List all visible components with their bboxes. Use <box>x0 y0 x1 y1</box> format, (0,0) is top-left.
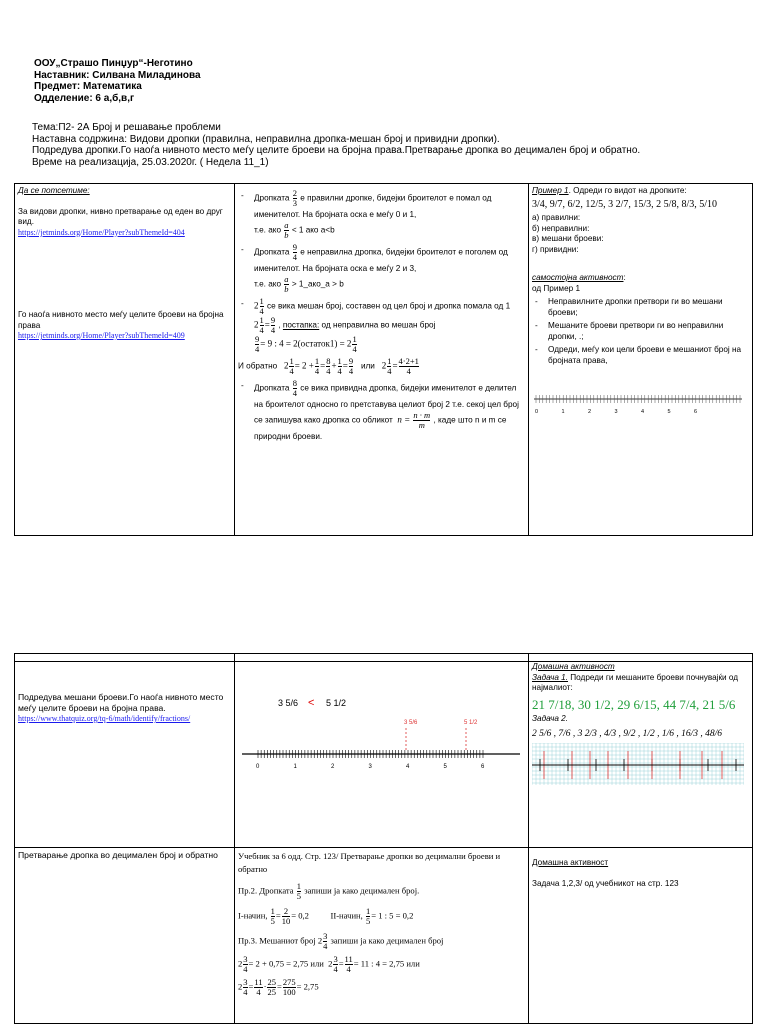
example-cell <box>529 184 753 536</box>
homework-heading-2: Домашна активност <box>532 858 609 867</box>
mixed-a: 3 5/6 <box>278 698 299 708</box>
grade: Одделение: 6 а,б,в,г <box>34 92 135 104</box>
teacher-name: Наставник: Силвана Миладинова <box>34 69 201 81</box>
reminder-heading: Да се потсетиме: <box>18 186 90 195</box>
lesson-table-2 <box>14 653 753 1024</box>
axis-label-1: 1 <box>293 764 297 770</box>
lesson-table-1 <box>14 183 753 536</box>
axis-label-0: 0 <box>256 764 260 770</box>
decimal-cell <box>15 848 235 1024</box>
reminder-text-1: За видови дропки, нивно претварање од еден во друг вид. <box>18 206 223 226</box>
self-task-1: - Неправилните дропки претвори ги во мешани броеви; <box>532 297 749 318</box>
theme: Тема:П2- 2А Број и решавање проблеми <box>32 122 221 133</box>
document-header <box>34 58 201 104</box>
ordering-text: Подредува мешани броеви.Го наоѓа нивното место меѓу целите броеви на бројна права. <box>18 692 224 713</box>
example-3-line-2: 2 $\frac{3}{4}$ = $\frac{11}{4}$ · $\frac{25}{25}$ = $\frac{275}{100}$ = 2,75 <box>238 977 319 997</box>
task-2-fractions: 2 5/6 , 7/6 , 3 2/3 , 4/3 , 9/2 , 1/2 , 1/6 , 16/3 , 48/6 <box>532 728 723 739</box>
axis-label-2: 2 <box>331 764 335 770</box>
homework-2-text: Задача 1,2,3/ од учебникот на стр. 123 <box>532 878 679 888</box>
jetminds-link-409[interactable]: https://jetminds.org/Home/Player?subThemeId=409 <box>18 331 185 340</box>
answer-c: в) мешани броеви: <box>532 234 604 243</box>
reminder-cell <box>15 184 235 536</box>
example-3-line-1: 2 $\frac{3}{4}$ = 2 + 0,75 = 2,75 или 2 $\frac{3}{4}$ = $\frac{11}{4}$ = 11 : 4 = 2,75 или <box>238 954 420 974</box>
axis-label-5: 5 <box>443 764 447 770</box>
school-name: ООУ„Страшо Пинџур“-Неготино <box>34 58 193 69</box>
thatquiz-link[interactable]: https://www.thatquiz.org/tq-6/math/identify/fractions/ <box>18 714 191 723</box>
answer-a: а) правилни: <box>532 213 581 222</box>
mixed-b: 5 1/2 <box>326 698 347 708</box>
axis-label-1: 1 <box>561 409 565 415</box>
axis-label-6: 6 <box>694 409 698 415</box>
proper-fraction-item: - Дропката $\frac{2}{3}$ е правилни дропке, бидејки броителот е помал од именителот. На бројната оска е меѓу 0 и 1, т.е. ако $\frac{a}{b}$ < 1 ако a<b <box>238 189 525 240</box>
decimal-examples-cell <box>235 848 529 1024</box>
answer-b: б) неправилни: <box>532 223 590 233</box>
axis-label-5: 5 <box>667 409 671 415</box>
axis-label-0: 0 <box>535 409 539 415</box>
jetminds-link-404[interactable]: https://jetminds.org/Home/Player?subThemeId=404 <box>18 227 185 237</box>
mixed-number-item: - 2 $\frac{1}{4}$ се вика мешан број, составен од цел број и дропка помала од 1 2 $\frac{1}{4}$ = $\frac{9}{4}$ , постапка: од неправилна во мешан број $\frac{9}{4}$ = 9 : 4 = 2(остаток1) = 2 $\frac{1}{4}$ <box>238 297 525 354</box>
homework-heading-1: Домашна активност <box>532 662 615 671</box>
example-heading: Пример 1. Одреди го видот на дропките: <box>532 186 687 195</box>
comparison-figure <box>238 684 524 794</box>
axis-label-6: 6 <box>481 764 485 770</box>
apparent-fraction-item: - Дропката $\frac{8}{4}$ се вика привидна дропка, бидејки именителот е делител на броителот односно го претставува целиот број 2 т.е. секој цел број се запишува како дропка со обликот n = $\frac{n \cdot m}{m}$ , каде што n и m се природни броеви. <box>238 379 525 443</box>
axis-label-2: 2 <box>588 409 592 415</box>
number-line-1 <box>532 389 744 419</box>
example-fractions: 3/4, 9/7, 6/2, 12/5, 3 2/7, 15/3, 2 5/8, 8/3, 5/10 <box>532 198 718 210</box>
mark-b: 5 1/2 <box>464 720 478 726</box>
task-1: Задача 1. Подреди ги мешаните броеви почнувајќи од најмалиот: <box>532 672 739 692</box>
self-activity-from: од Пример 1 <box>532 283 581 293</box>
homework-1-cell <box>529 662 753 848</box>
content: Наставна содржина: Видови дропки (правилна, неправилна дропка-мешан број и привидни дропки). <box>32 133 500 145</box>
mark-a: 3 5/6 <box>404 720 418 726</box>
goals: Подредува дропки.Го наоѓа нивното место меѓу целите броеви на бројна права.Претварање дропка во децимален број и обратно. <box>32 145 641 156</box>
grid-number-line <box>532 743 744 785</box>
self-task-2: - Мешаните броеви претвори ги во неправилни дропки, .; <box>532 321 749 342</box>
decimal-text: Претварање дропка во децимален број и обратно <box>18 850 218 860</box>
less-than-sign: < <box>308 697 315 709</box>
homework-2-cell <box>529 848 753 1024</box>
subject: Предмет: Математика <box>34 81 142 92</box>
example-2: Пр.2. Дропката $\frac{1}{5}$ запиши ја како децимален број. <box>238 881 420 901</box>
reminder-text-2: Го наоѓа нивното место меѓу целите броеви на бројна права <box>18 310 224 330</box>
reverse-line: И обратно 2 $\frac{1}{4}$ = 2 + $\frac{1}{4}$ = $\frac{8}{4}$ + $\frac{1}{4}$ = $\frac{9}{4}$ или 2 $\frac{1}{4}$ = $\frac{4\cdot 2+1}{4}$ <box>238 356 419 376</box>
self-activity-heading: самостојна активност: <box>532 273 626 282</box>
time: Време на реализација, 25.03.2020г. ( Недела 11_1) <box>32 156 269 168</box>
answer-d: г) привидни: <box>532 244 579 254</box>
mixed-numbers-list: 21 7/18, 30 1/2, 29 6/15, 44 7/4, 21 5/6 <box>532 696 736 712</box>
axis-label-4: 4 <box>641 409 645 415</box>
fraction-2-3: $\frac{2}{3}$ <box>292 188 297 208</box>
improper-fraction-item: - Дропката $\frac{9}{4}$ е неправилна дропка, бидејки броителот е поголем од именителот. На бројната оска е меѓу 2 и 3, т.е. ако $\frac{a}{b}$ > 1_ако_a > b <box>238 243 525 294</box>
axis-label-4: 4 <box>406 764 410 770</box>
textbook-ref: Учебник за 6 одд. Стр. 123/ Претварање дропки во децимални броеви и обратно <box>238 851 501 874</box>
theory-cell <box>235 184 529 536</box>
example-2-methods: I-начин, $\frac{1}{5}$ = $\frac{2}{10}$ = 0,2 II-начин, $\frac{1}{5}$ = 1 : 5 = 0,2 <box>238 906 414 926</box>
task-2: Задача 2. <box>532 714 569 723</box>
axis-label-3: 3 <box>368 764 372 770</box>
example-3: Пр.3. Мешаниот број 2 $\frac{3}{4}$ запиши ја како децимален број <box>238 931 444 951</box>
fraction-9-4: $\frac{9}{4}$ <box>292 242 297 262</box>
lesson-info <box>32 122 640 168</box>
axis-label-3: 3 <box>614 409 618 415</box>
fraction-8-4: $\frac{8}{4}$ <box>292 378 297 398</box>
self-task-3: - Одреди, меѓу кои цели броеви е мешаниот број на бројната права, <box>532 345 749 366</box>
comparison-cell <box>235 662 529 848</box>
ordering-cell <box>15 662 235 848</box>
